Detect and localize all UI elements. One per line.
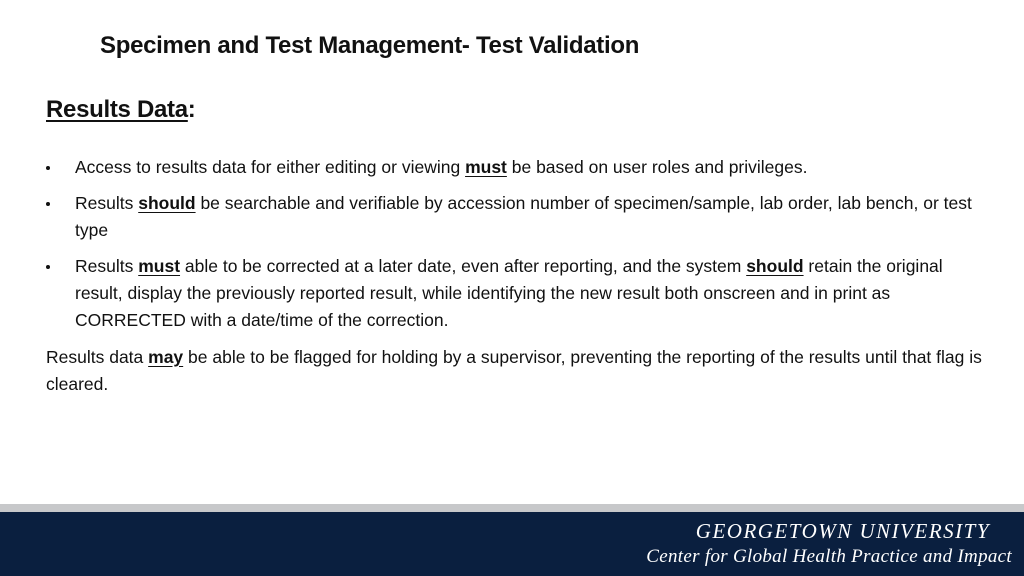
bullet-text: Results bbox=[75, 256, 139, 276]
section-heading-colon: : bbox=[187, 96, 196, 123]
bullet-keyword: must bbox=[138, 256, 181, 276]
bullet-item-searchable bbox=[46, 190, 976, 244]
closing-paragraph bbox=[46, 344, 986, 398]
bullet-keyword: should bbox=[138, 193, 196, 213]
bullet-list bbox=[46, 154, 976, 343]
bullet-keyword: must bbox=[465, 157, 507, 177]
bullet-text: retain the original result, display the previously reported result, while identifying the new result both onscreen and in print as CORRECTED with a date/time of the correction. bbox=[75, 256, 943, 330]
bullet-text: able to be corrected at a later date, even after reporting, and the system bbox=[180, 256, 747, 276]
footer-bar bbox=[0, 512, 1024, 576]
bullet-dot-icon bbox=[46, 166, 50, 170]
section-heading-text: Results Data bbox=[46, 96, 188, 123]
georgetown-logo bbox=[646, 518, 1012, 570]
logo-line-center: Center for Global Health Practice and Impact bbox=[646, 546, 1012, 567]
bullet-item-corrected bbox=[46, 253, 976, 334]
closing-keyword: may bbox=[148, 347, 184, 367]
logo-line-university: GEORGETOWN UNIVERSITY bbox=[695, 519, 990, 543]
bullet-dot-icon bbox=[46, 202, 50, 206]
section-heading bbox=[46, 94, 196, 126]
bullet-text: Access to results data for either editing or viewing bbox=[75, 157, 466, 177]
bullet-keyword: should bbox=[746, 256, 804, 276]
slide-title: Specimen and Test Management- Test Validation bbox=[100, 32, 640, 59]
bullet-text: be based on user roles and privileges. bbox=[506, 157, 808, 177]
closing-text: be able to be flagged for holding by a supervisor, preventing the reporting of the results until that flag is cleared. bbox=[46, 347, 982, 394]
bullet-text: be searchable and verifiable by accession number of specimen/sample, lab order, lab bench, or test type bbox=[75, 193, 972, 240]
bullet-dot-icon bbox=[46, 265, 50, 269]
closing-text: Results data bbox=[46, 347, 149, 367]
footer-stripe bbox=[0, 504, 1024, 512]
bullet-item-access bbox=[46, 154, 976, 181]
bullet-text: Results bbox=[75, 193, 139, 213]
